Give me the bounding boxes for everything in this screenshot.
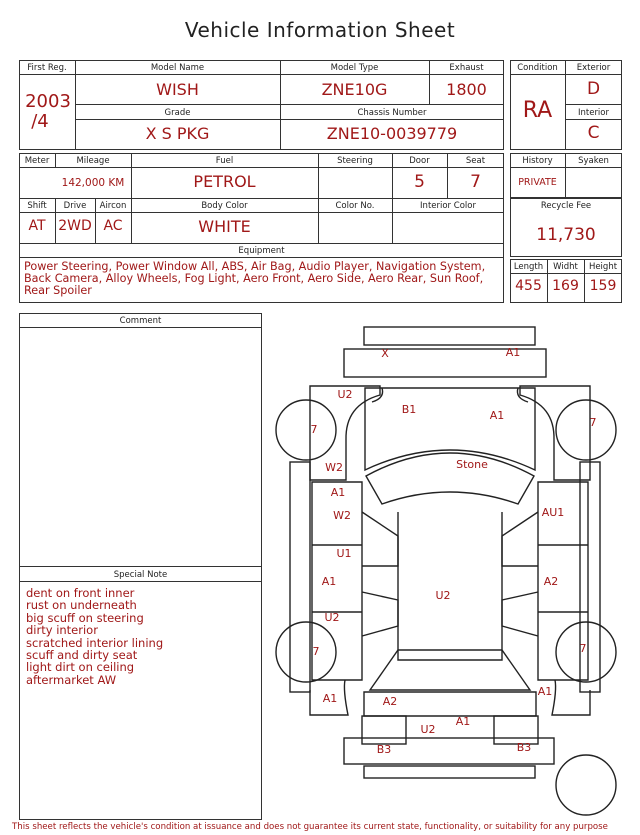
comment-label: Comment [119,316,162,326]
mark-rear-right-wheel: 7 [579,642,587,655]
chassis-label: Chassis Number [357,108,427,118]
condition-value: RA [522,98,553,123]
seat-value: 7 [470,172,481,192]
model-type-value: ZNE10G [321,80,388,99]
special-note-label: Special Note [113,570,168,580]
door-value: 5 [414,172,425,192]
special-note-item: dent on front inner [26,586,135,600]
shift-label: Shift [27,201,47,211]
mark-rear-lower-center: U2 [420,723,436,736]
mark-rear-right-quarter: A1 [537,685,553,698]
width-label: Widht [553,262,578,272]
body-color-label: Body Color [201,201,248,211]
equipment-label: Equipment [238,246,285,256]
special-note-item: aftermarket AW [26,672,117,687]
page-title: Vehicle Information Sheet [184,18,456,42]
aircon-value: AC [103,218,123,234]
height-label: Height [588,262,618,272]
body-color-value: WHITE [198,217,251,236]
mark-left-front-door-window: W2 [333,509,351,522]
model-name-label: Model Name [150,63,205,73]
first-reg-label: First Reg. [27,63,67,73]
interior-label: Interior [577,108,609,118]
history-label: History [522,156,553,166]
mark-left-rear-door-top: U1 [336,547,352,560]
aircon-label: Aircon [99,201,127,211]
model-type-label: Model Type [330,63,379,73]
car-damage-diagram [270,320,630,820]
mark-right-front-door: AU1 [541,506,565,519]
fuel-label: Fuel [215,156,234,166]
mark-front-right-wheel: 7 [589,416,597,429]
mark-front-bumper-left: X [381,347,389,360]
recycle-label: Recycle Fee [540,201,592,211]
mark-rear-lower-right: A1 [455,715,471,728]
mark-front-left-wheel: 7 [310,423,318,436]
mark-hood-left: B1 [401,403,417,416]
condition-label: Condition [517,63,558,73]
model-name-value: WISH [156,80,199,99]
mark-right-rear-door: A2 [543,575,559,588]
length-label: Length [513,262,544,272]
height-value: 159 [589,278,617,294]
equipment-text: Power Steering, Power Window All, ABS, Air Bag, Audio Player, Navigation System, Back Camera, Alloy Wheels, Fog Light, Aero Front, Aero Side, Aero Rear, Sun Roof, Rear Spoiler [24,260,486,298]
mark-front-bumper-right: A1 [505,346,521,359]
drive-label: Drive [63,201,87,211]
interior-value: C [587,123,600,143]
mileage-value: 142,000 KM [61,177,125,189]
history-value: PRIVATE [518,177,557,188]
special-note-item: rust on underneath [26,598,137,613]
length-value: 455 [515,278,542,294]
special-note-item: scratched interior lining [26,635,164,650]
mark-windshield: Stone [456,458,488,471]
exhaust-value: 1800 [446,80,487,99]
exhaust-label: Exhaust [449,63,484,73]
width-value: 169 [552,278,579,294]
door-label: Door [409,156,430,166]
mileage-label: Mileage [76,156,110,166]
exterior-value: D [586,79,601,99]
mark-front-left-fender: U2 [337,388,353,401]
grade-value: X S PKG [145,124,210,143]
chassis-value: ZNE10-0039779 [326,124,458,143]
mark-rear-left-wheel: 7 [312,645,320,658]
mark-rear-bumper-right: B3 [516,741,532,754]
recycle-value: 11,730 [536,225,596,245]
grade-label: Grade [164,108,191,118]
color-no-label: Color No. [335,201,375,211]
mark-hood-right: A1 [489,409,505,422]
fuel-value: PETROL [193,172,256,191]
steering-label: Steering [337,156,373,166]
drive-value: 2WD [58,218,92,234]
mark-left-rear-door: A1 [321,575,337,588]
mark-roof: U2 [435,589,451,602]
exterior-label: Exterior [576,63,611,73]
disclaimer-footer: This sheet reflects the vehicle's condition at issuance and does not guarantee its current state, functionality, or suitability for any purpose [12,822,608,832]
first-reg-month: /4 [31,111,49,132]
special-notes-list [26,587,163,686]
shift-value: AT [28,218,46,234]
mark-rear-bumper-left: B3 [376,743,392,756]
first-reg-year: 2003 [25,91,71,112]
special-note-item: light dirt on ceiling [26,660,135,675]
mark-left-front-door-top: A1 [330,486,346,499]
meter-label: Meter [24,156,50,166]
mark-left-side-upper: W2 [325,461,343,474]
mark-tailgate: A2 [382,695,398,708]
seat-label: Seat [465,156,486,166]
interior-color-label: Interior Color [420,201,476,211]
syaken-label: Syaken [578,156,609,166]
mark-rear-left-quarter: A1 [322,692,338,705]
mark-left-lower: U2 [324,611,340,624]
special-note-item: big scuff on steering [26,610,144,625]
special-note-item: dirty interior [26,623,98,638]
special-note-item: scuff and dirty seat [26,648,138,663]
